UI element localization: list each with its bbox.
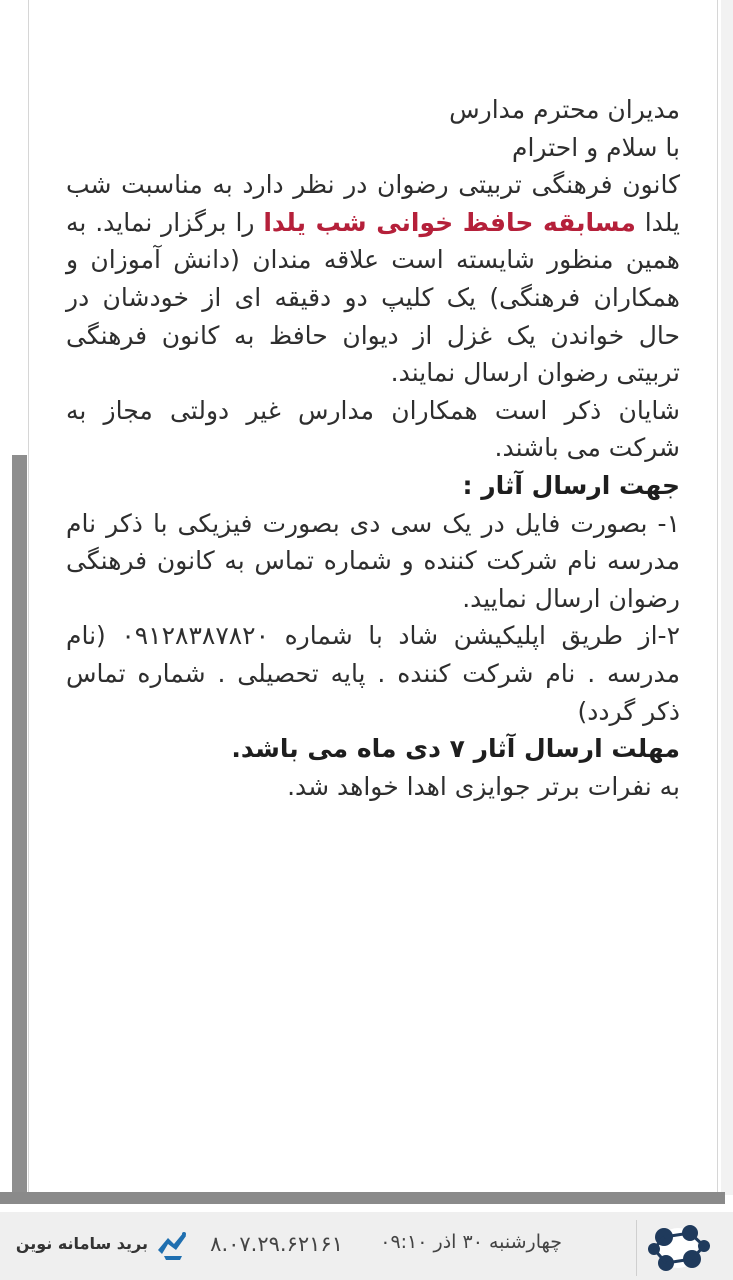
deadline-text: مهلت ارسال آثار ۷ دی ماه می باشد. (231, 734, 680, 764)
footer-brand (10, 1226, 200, 1262)
letter-body (66, 91, 680, 805)
footer-divider (636, 1220, 637, 1276)
page-edge (721, 0, 733, 1195)
letter-salutation: با سلام و احترام (512, 132, 680, 162)
letter-intro-paragraph (66, 166, 680, 392)
footer-tracking-number: ۸.۰۷.۲۹.۶۲۱۶۱ (210, 1232, 343, 1256)
intro-before-text: کانون فرهنگی تربیتی رضوان در نظر دارد به مناسبت شب یلدا (66, 170, 680, 237)
submit-method-1: ۱- بصورت فایل در یک سی دی بصورت فیزیکی با ذکر نام مدرسه نام شرکت کننده و شماره تماس به کانون فرهنگی رضوان ارسال نمایید. (66, 508, 680, 613)
submit-heading: جهت ارسال آثار : (462, 470, 680, 500)
letter-greeting: مدیران محترم مدارس (449, 95, 680, 124)
prizes-text: به نفرات برتر جوایزی اهدا خواهد شد. (287, 771, 680, 801)
letter-note: شایان ذکر است همکاران مدارس غیر دولتی مجاز به شرکت می باشند. (66, 395, 680, 463)
contest-name: مسابقه حافظ خوانی شب یلدا (263, 207, 636, 237)
intro-after-text: را برگزار نماید. به همین منظور شایسته است علاقه مندان (دانش آموزان و همکاران فرهنگی) یک کلیپ دو دقیقه ای از خودشان در حال خواندن یک غزل از دیوان حافظ به کانون فرهنگی تربیتی رضوان ارسال نمایند. (66, 207, 680, 388)
page-bottom-border (0, 1192, 725, 1204)
footer-date-time: چهارشنبه ۳۰ اذر ۰۹:۱۰ (380, 1231, 562, 1253)
hexagon-molecule-logo-icon (642, 1219, 714, 1277)
footer-brand-label: برید سامانه نوین (15, 1234, 148, 1253)
pigeon-mail-icon (154, 1226, 190, 1262)
submit-method-2: ۲-از طریق اپلیکیشن شاد با شماره ۰۹۱۲۸۳۸۷۸۲۰ (نام مدرسه . نام شرکت کننده . پایه تحصیلی . شماره تماس ذکر گردد) (66, 621, 680, 726)
scrollbar-track[interactable] (12, 455, 27, 1195)
